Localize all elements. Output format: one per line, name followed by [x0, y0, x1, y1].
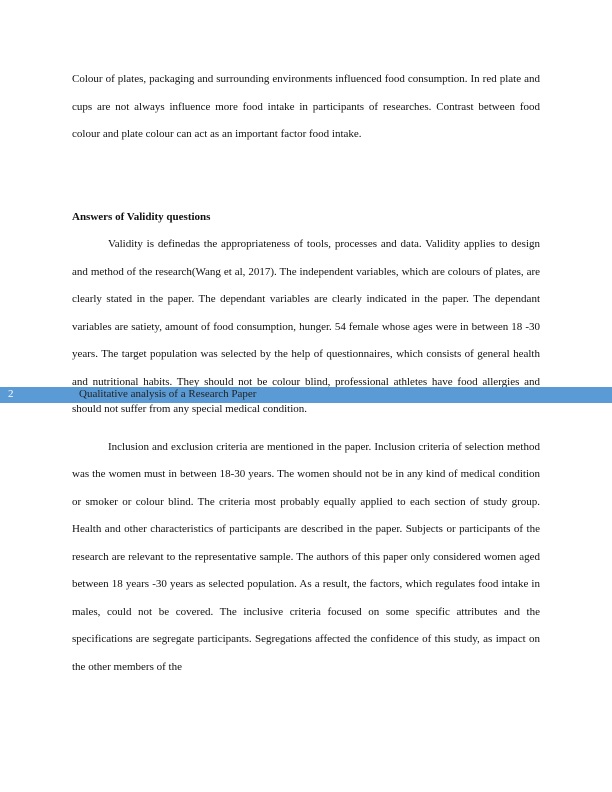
validity-paragraph: Validity is definedas the appropriateness of tools, processes and data. Validity applies to design and method of the research(Wang et al, 2017). The independent variables, which are colours of plates, are clearly stated in the paper. The dependant variables are clearly indicated in the paper. The dependant variables are satiety, amount of food consumption, hunger. 54 female whose ages were in between 18 -30 years. The target population was selected by the help of questionnaires, which consists of general health and nutritional habits. They should not be colour blind, professional athletes have food allergies and should not suffer from any special medical condition. [72, 238, 540, 415]
running-header-title: Qualitative analysis of a Research Paper [79, 388, 257, 400]
spacer [72, 424, 540, 434]
section-heading: Answers of Validity questions [72, 210, 211, 223]
page-number: 2 [8, 388, 14, 400]
spacer [72, 149, 540, 204]
page-body [72, 66, 540, 681]
criteria-paragraph: Inclusion and exclusion criteria are mentioned in the paper. Inclusion criteria of selection method was the women must in between 18-30 years. The women should not be in any kind of medical condition or smoker or colour blind. The criteria most probably equally applied to each section of study group. Health and other characteristics of participants are described in the paper. Subjects or participants of the research are relevant to the representative sample. The authors of this paper only considered women aged between 18 years -30 years as selected population. As a result, the factors, which regulates food intake in males, could not be covered. The inclusive criteria focused on some specific attributes and the specifications are segregate participants. Segregations affected the confidence of this study, as impact on the other members of the [72, 440, 540, 673]
intro-paragraph: Colour of plates, packaging and surrounding environments influenced food consumption. In red plate and cups are not always influence more food intake in participants of researches. Contrast between food colour and plate colour can act as an important factor food intake. [72, 73, 540, 140]
